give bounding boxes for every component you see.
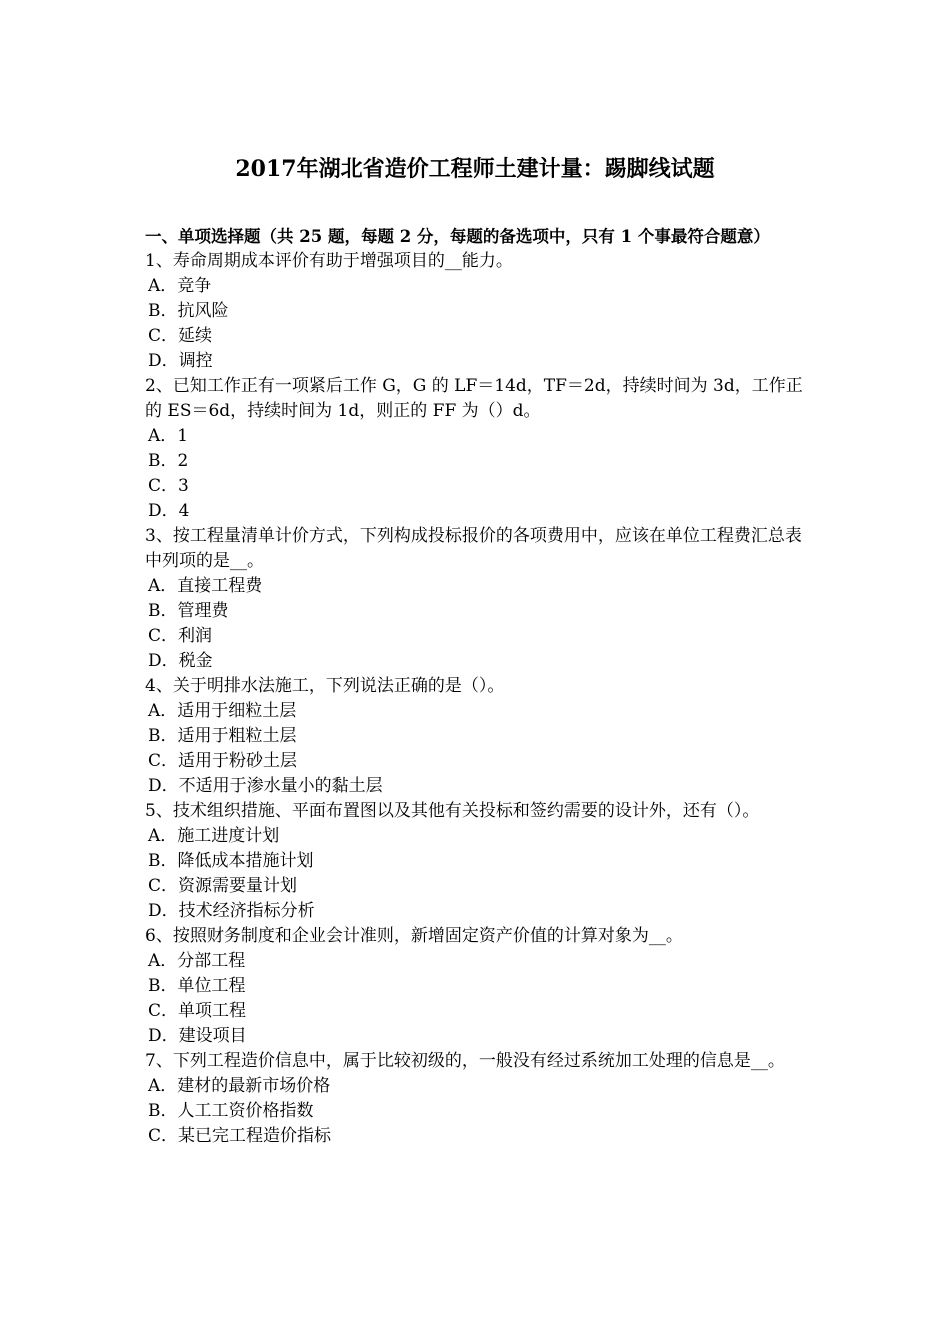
option-d: D．技术经济指标分析: [148, 901, 315, 921]
question-stem: 5、技术组织措施、平面布置图以及其他有关投标和签约需要的设计外，还有（）。: [145, 801, 760, 821]
option-a: A．直接工程费: [148, 576, 263, 596]
option-c: C．适用于粉砂土层: [148, 751, 298, 771]
option-a: A．适用于细粒土层: [148, 701, 297, 721]
option-a: A．1: [148, 426, 189, 446]
option-b: B．降低成本措施计划: [148, 851, 314, 871]
option-d: D．不适用于渗水量小的黏土层: [148, 776, 383, 796]
option-c: C．3: [148, 476, 189, 496]
question-stem: 4、关于明排水法施工，下列说法正确的是（）。: [145, 676, 505, 696]
option-d: D．4: [148, 501, 190, 521]
option-b: B．2: [148, 451, 189, 471]
option-b: B．人工工资价格指数: [148, 1101, 314, 1121]
document-body: [145, 224, 810, 1149]
option-c: C．利润: [148, 626, 213, 646]
question-stem: 3、按工程量清单计价方式，下列构成投标报价的各项费用中，应该在单位工程费汇总表中列项的是__。: [145, 526, 802, 571]
question-stem: 7、下列工程造价信息中，属于比较初级的，一般没有经过系统加工处理的信息是__。: [145, 1051, 785, 1071]
option-b: B．抗风险: [148, 301, 229, 321]
question-stem: 1、寿命周期成本评价有助于增强项目的__能力。: [145, 251, 513, 271]
option-b: B．单位工程: [148, 976, 246, 996]
question-6: [145, 924, 810, 1049]
option-b: B．管理费: [148, 601, 229, 621]
option-a: A．竞争: [148, 276, 212, 296]
option-c: C．某已完工程造价指标: [148, 1126, 332, 1146]
question-stem: 2、已知工作正有一项紧后工作 G，G 的 LF＝14d，TF＝2d，持续时间为 3d，工作正的 ES＝6d，持续时间为 1d，则正的 FF 为（）d。: [145, 376, 803, 421]
document-title: 2017年湖北省造价工程师土建计量：踢脚线试题: [235, 156, 715, 182]
option-c: C．延续: [148, 326, 213, 346]
option-d: D．建设项目: [148, 1026, 247, 1046]
question-3: [145, 524, 810, 674]
option-a: A．建材的最新市场价格: [148, 1076, 331, 1096]
option-a: A．分部工程: [148, 951, 246, 971]
question-1: [145, 249, 810, 374]
section-heading: 一、单项选择题（共 25 题，每题 2 分，每题的备选项中，只有 1 个事最符合题意）: [145, 227, 770, 246]
option-d: D．调控: [148, 351, 213, 371]
question-7: [145, 1049, 810, 1149]
question-4: [145, 674, 810, 799]
option-a: A．施工进度计划: [148, 826, 280, 846]
option-c: C．资源需要量计划: [148, 876, 298, 896]
question-2: [145, 374, 810, 524]
question-5: [145, 799, 810, 924]
option-c: C．单项工程: [148, 1001, 247, 1021]
question-stem: 6、按照财务制度和企业会计准则，新增固定资产价值的计算对象为__。: [145, 926, 683, 946]
option-b: B．适用于粗粒土层: [148, 726, 297, 746]
option-d: D．税金: [148, 651, 213, 671]
